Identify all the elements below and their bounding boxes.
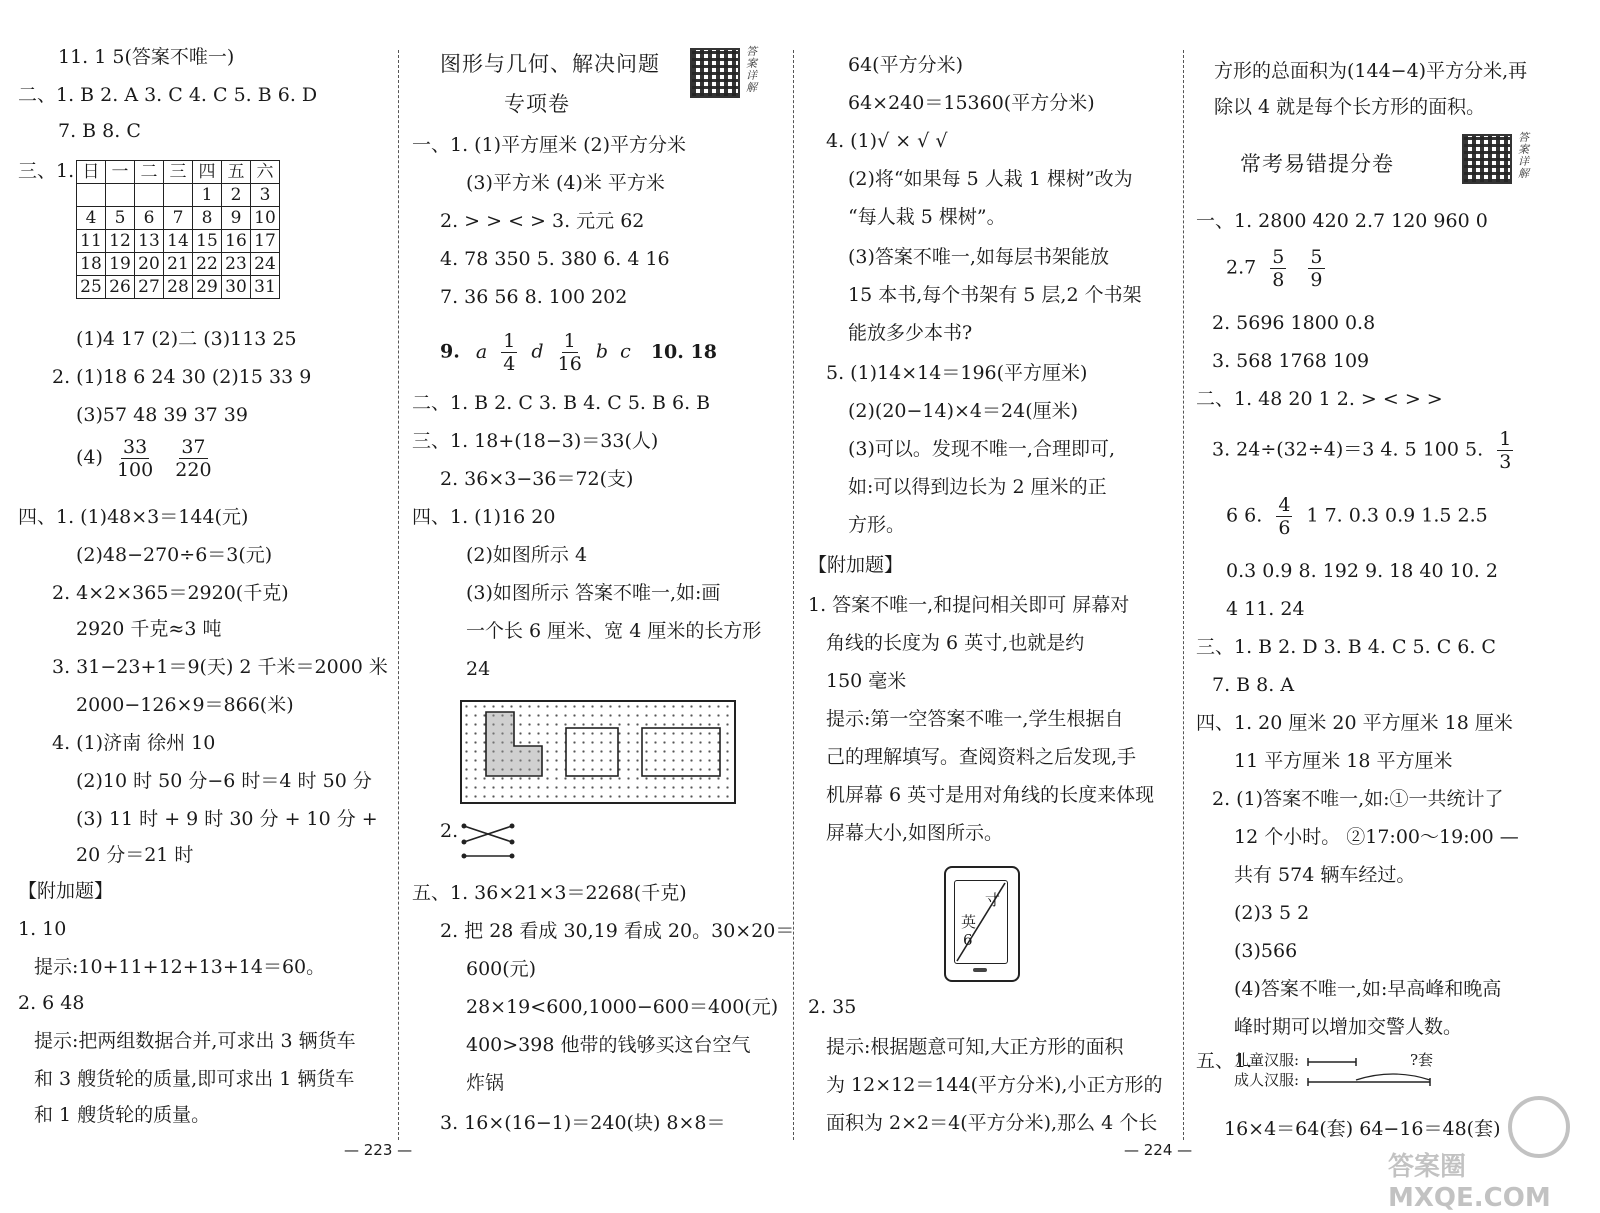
answer-line: 提示:根据题意可知,大正方形的面积	[826, 1036, 1124, 1058]
calendar-header-cell: 二	[135, 161, 164, 184]
answer-line: 1. 答案不唯一,和提问相关即可 屏幕对	[808, 594, 1130, 616]
calendar-header-cell: 六	[251, 161, 280, 184]
letter: b	[595, 340, 609, 363]
calendar-table	[76, 160, 280, 299]
answer-text: 3. 24÷(32÷4)＝3 4. 5 100 5.	[1212, 438, 1484, 461]
phone-screen	[954, 880, 1008, 964]
denominator: 6	[1278, 517, 1291, 539]
answer-line: 2. 5696 1800 0.8	[1212, 312, 1376, 334]
calendar-day-cell: 25	[77, 276, 106, 299]
answer-line: 炸锅	[466, 1072, 505, 1094]
calendar-day-cell: 6	[135, 207, 164, 230]
answer-text: 6 6.	[1226, 504, 1263, 527]
answer-line: 二、1. B 2. C 3. B 4. C 5. B 6. B	[412, 392, 711, 414]
calendar-day-cell: 16	[222, 230, 251, 253]
answer-line: 11. 1 5(答案不唯一)	[58, 46, 235, 68]
column-divider	[398, 50, 399, 1140]
answer-line: 五、1.	[1196, 1050, 1253, 1072]
answer-line: 3. 568 1768 109	[1212, 350, 1370, 372]
section-subtitle: 专项卷	[504, 92, 570, 116]
answer-line: (3)57 48 39 37 39	[76, 404, 248, 426]
calendar-day-cell: 3	[251, 184, 280, 207]
answer-line: 11 平方厘米 18 平方厘米	[1234, 750, 1453, 772]
matching-lines-drawing	[460, 822, 520, 862]
denominator: 100	[116, 459, 154, 481]
diagram-label: 成人汉服:	[1234, 1071, 1300, 1089]
qr-caption: 答案详解	[746, 45, 757, 94]
answer-line: 150 毫米	[826, 670, 907, 692]
numerator: 1	[563, 330, 576, 352]
item-label: 9.	[440, 340, 460, 363]
item-label: 10. 18	[650, 340, 717, 363]
page-number: — 223 —	[344, 1141, 413, 1159]
calendar-day-cell: 8	[193, 207, 222, 230]
diagram-label: ?套	[1410, 1051, 1434, 1069]
calendar-header-cell: 一	[106, 161, 135, 184]
calendar-day-cell: 22	[193, 253, 222, 276]
answer-line: (2)将“如果每 5 人栽 1 棵树”改为	[848, 168, 1133, 190]
item-label: (4)	[76, 446, 103, 469]
answer-line: 一、1. 2800 420 2.7 120 960 0	[1196, 210, 1488, 232]
calendar-day-cell: 26	[106, 276, 135, 299]
answer-line: “每人栽 5 棵树”。	[848, 206, 1006, 228]
numerator: 33	[123, 436, 148, 458]
calendar-day-cell: 7	[164, 207, 193, 230]
answer-line: 面积为 2×2＝4(平方分米),那么 4 个长	[826, 1112, 1158, 1134]
answer-line: 2. > > < > 3. 元元 62	[440, 210, 645, 232]
numerator: 1	[503, 330, 516, 352]
answer-line: 三、1. B 2. D 3. B 4. C 5. C 6. C	[1196, 636, 1496, 658]
answer-line: (2)10 时 50 分−6 时＝4 时 50 分	[76, 770, 372, 792]
answer-line: 方形的总面积为(144−4)平方分米,再	[1214, 60, 1528, 82]
answer-line: 一、1. (1)平方厘米 (2)平方分米	[412, 134, 687, 156]
answer-line: 共有 574 辆车经过。	[1234, 864, 1416, 886]
answer-line: 1. 10	[18, 918, 67, 940]
watermark-logo	[1380, 1090, 1580, 1213]
calendar-day-cell: 29	[193, 276, 222, 299]
calendar-day-cell: 27	[135, 276, 164, 299]
calendar-day-cell: 28	[164, 276, 193, 299]
denominator: 9	[1310, 269, 1323, 291]
fraction-answer	[1226, 246, 1333, 291]
answer-line: 峰时期可以增加交警人数。	[1234, 1016, 1463, 1038]
calendar-day-cell: 9	[222, 207, 251, 230]
answer-line: (3)可以。发现不唯一,合理即可,	[848, 438, 1115, 460]
answer-line: 2000−126×9＝866(米)	[76, 694, 294, 716]
qr-code-icon	[690, 48, 740, 98]
phone-illustration	[944, 866, 1020, 982]
answer-line: 2. (1)答案不唯一,如:①一共统计了	[1212, 788, 1504, 810]
answer-line: 提示:把两组数据合并,可求出 3 辆货车	[34, 1030, 356, 1052]
answer-line: 400>398 他带的钱够买这台空气	[466, 1034, 751, 1056]
answer-line: 除以 4 就是每个长方形的面积。	[1214, 96, 1486, 118]
answer-line: 二、1. B 2. A 3. C 4. C 5. B 6. D	[18, 84, 318, 106]
answer-line: (3) 11 时 + 9 时 30 分 + 10 分 +	[76, 808, 378, 830]
calendar-day-cell: 23	[222, 253, 251, 276]
answer-line: 7. B 8. C	[58, 120, 141, 142]
calendar-day-cell: 31	[251, 276, 280, 299]
answer-line: 4. (1)√ × √ √	[826, 130, 948, 152]
fraction-answer	[76, 436, 220, 481]
calendar-day-cell: 24	[251, 253, 280, 276]
section-title: 图形与几何、解决问题	[440, 52, 660, 76]
value: 2.7	[1226, 256, 1257, 279]
letter: a	[475, 340, 488, 363]
answer-line: (3)如图所示 答案不唯一,如:画	[466, 582, 721, 604]
answer-line: 能放多少本书?	[848, 322, 973, 344]
denominator: 16	[557, 353, 582, 375]
answer-line: 五、1. 36×21×3＝2268(千克)	[412, 882, 687, 904]
answer-line: 提示:10+11+12+13+14＝60。	[34, 956, 326, 978]
phone-label: 寸	[985, 891, 1001, 909]
answer-line: (2)48−270÷6＝3(元)	[76, 544, 273, 566]
answer-line	[1226, 494, 1488, 539]
answer-line: (2)3 5 2	[1234, 902, 1310, 924]
calendar-header-cell: 日	[77, 161, 106, 184]
calendar-day-cell: 14	[164, 230, 193, 253]
answer-line: 二、1. 48 20 1 2. > < > >	[1196, 388, 1443, 410]
watermark-text: 答案圈 MXQE.COM	[1388, 1152, 1551, 1213]
answer-line: 屏幕大小,如图所示。	[826, 822, 1004, 844]
column-divider	[793, 50, 794, 1140]
answer-line: 为 12×12＝144(平方分米),小正方形的	[826, 1074, 1163, 1096]
diagram-label: 儿童汉服:	[1234, 1051, 1300, 1069]
answer-line: 7. 36 56 8. 100 202	[440, 286, 628, 308]
calendar-day-cell: 19	[106, 253, 135, 276]
answer-line: (3)答案不唯一,如每层书架能放	[848, 246, 1109, 268]
calendar-day-cell	[164, 184, 193, 207]
letter: c	[620, 340, 631, 363]
answer-line: 4. 78 350 5. 380 6. 4 16	[440, 248, 670, 270]
answer-line: 12 个小时。 ②17:00～19:00 —	[1234, 826, 1519, 848]
answer-text: 1 7. 0.3 0.9 1.5 2.5	[1306, 504, 1488, 527]
answer-line: (1)4 17 (2)二 (3)113 25	[76, 328, 297, 350]
denominator: 220	[175, 459, 212, 481]
answer-line: 5. (1)14×14＝196(平方厘米)	[826, 362, 1088, 384]
home-button	[973, 968, 987, 972]
answer-line: 三、1.	[18, 160, 75, 182]
answer-line: 2.	[440, 820, 459, 842]
answer-line: 四、1. (1)48×3＝144(元)	[18, 506, 249, 528]
answer-line: 3. 31−23+1＝9(天) 2 千米＝2000 米	[52, 656, 388, 678]
answer-line: 28×19<600,1000−600＝400(元)	[466, 996, 779, 1018]
grid-figure	[460, 700, 736, 804]
phone-label: 英	[961, 913, 977, 931]
page-number: — 224 —	[1124, 1141, 1193, 1159]
qr-code-icon	[1462, 134, 1512, 184]
numerator: 1	[1499, 428, 1512, 450]
answer-line: (3)平方米 (4)米 平方米	[466, 172, 665, 194]
answer-line: 【附加题】	[18, 880, 114, 902]
answer-line: 和 3 艘货轮的质量,即可求出 1 辆货车	[34, 1068, 355, 1090]
calendar-day-cell: 5	[106, 207, 135, 230]
calendar-day-cell: 2	[222, 184, 251, 207]
calendar-day-cell: 12	[106, 230, 135, 253]
answer-line: 2. (1)18 6 24 30 (2)15 33 9	[52, 366, 312, 388]
numerator: 37	[181, 436, 206, 458]
answer-line: 0.3 0.9 8. 192 9. 18 40 10. 2	[1226, 560, 1498, 582]
question-9-answer	[440, 330, 717, 375]
answer-line: 四、1. (1)16 20	[412, 506, 556, 528]
answer-line: 2. 6 48	[18, 992, 85, 1014]
answer-line: 2. 36×3−36＝72(支)	[440, 468, 634, 490]
answer-line: (2)(20−14)×4＝24(厘米)	[848, 400, 1079, 422]
answer-line: 15 本书,每个书架有 5 层,2 个书架	[848, 284, 1142, 306]
answer-line: 角线的长度为 6 英寸,也就是约	[826, 632, 1085, 654]
calendar-day-cell	[135, 184, 164, 207]
answer-line: 64×240＝15360(平方分米)	[848, 92, 1095, 114]
calendar-day-cell: 13	[135, 230, 164, 253]
answer-line: 【附加题】	[808, 554, 904, 576]
denominator: 4	[503, 353, 516, 375]
answer-line: 4. (1)济南 徐州 10	[52, 732, 216, 754]
calendar-day-cell: 4	[77, 207, 106, 230]
calendar-day-cell	[106, 184, 135, 207]
answer-line: 四、1. 20 厘米 20 平方厘米 18 厘米	[1196, 712, 1513, 734]
column-divider	[1183, 50, 1184, 1140]
answer-line: 方形。	[848, 514, 906, 536]
calendar-day-cell: 18	[77, 253, 106, 276]
calendar-header-cell: 五	[222, 161, 251, 184]
answer-line: 7. B 8. A	[1212, 674, 1295, 696]
calendar-day-cell: 10	[251, 207, 280, 230]
answer-line: 600(元)	[466, 958, 537, 980]
answer-line: 20 分＝21 时	[76, 844, 194, 866]
calendar-day-cell: 30	[222, 276, 251, 299]
answer-line: 24	[466, 658, 491, 680]
calendar-day-cell: 15	[193, 230, 222, 253]
calendar-day-cell: 20	[135, 253, 164, 276]
answer-line: 提示:第一空答案不唯一,学生根据自	[826, 708, 1124, 730]
answer-line	[1212, 428, 1521, 473]
calendar-day-cell	[77, 184, 106, 207]
answer-line: 2. 4×2×365＝2920(千克)	[52, 582, 289, 604]
calendar-day-cell: 11	[77, 230, 106, 253]
denominator: 3	[1499, 451, 1512, 473]
answer-line: 2. 35	[808, 996, 857, 1018]
calendar-header-cell: 三	[164, 161, 193, 184]
qr-caption: 答案详解	[1518, 131, 1529, 180]
calendar-day-cell: 1	[193, 184, 222, 207]
answer-line: 3. 16×(16−1)＝240(块) 8×8＝	[440, 1112, 726, 1134]
answer-line: 机屏幕 6 英寸是用对角线的长度来体现	[826, 784, 1155, 806]
section-title: 常考易错提分卷	[1240, 152, 1394, 176]
answer-line: 64(平方分米)	[848, 54, 964, 76]
denominator: 8	[1272, 269, 1285, 291]
numerator: 4	[1278, 494, 1291, 516]
calendar-day-cell: 17	[251, 230, 280, 253]
answer-line: 和 1 艘货轮的质量。	[34, 1104, 211, 1126]
answer-line: 2920 千克≈3 吨	[76, 618, 222, 640]
answer-line: 4 11. 24	[1226, 598, 1305, 620]
letter: d	[531, 340, 544, 363]
answer-line: 16×4＝64(套) 64−16＝48(套)	[1224, 1118, 1501, 1140]
numerator: 5	[1310, 246, 1323, 268]
answer-line: 一个长 6 厘米、宽 4 厘米的长方形	[466, 620, 762, 642]
calendar-day-cell: 21	[164, 253, 193, 276]
answer-line: 己的理解填写。查阅资料之后发现,手	[826, 746, 1137, 768]
answer-line: (2)如图所示 4	[466, 544, 588, 566]
answer-line: 如:可以得到边长为 2 厘米的正	[848, 476, 1107, 498]
numerator: 5	[1272, 246, 1285, 268]
calendar-header-cell: 四	[193, 161, 222, 184]
answer-line: (4)答案不唯一,如:早高峰和晚高	[1234, 978, 1502, 1000]
answer-line: 三、1. 18+(18−3)＝33(人)	[412, 430, 659, 452]
rectangles-drawing	[462, 702, 734, 802]
answer-line: 2. 把 28 看成 30,19 看成 20。30×20＝	[440, 920, 795, 942]
phone-label: 6	[963, 931, 973, 949]
answer-line: (3)566	[1234, 940, 1298, 962]
